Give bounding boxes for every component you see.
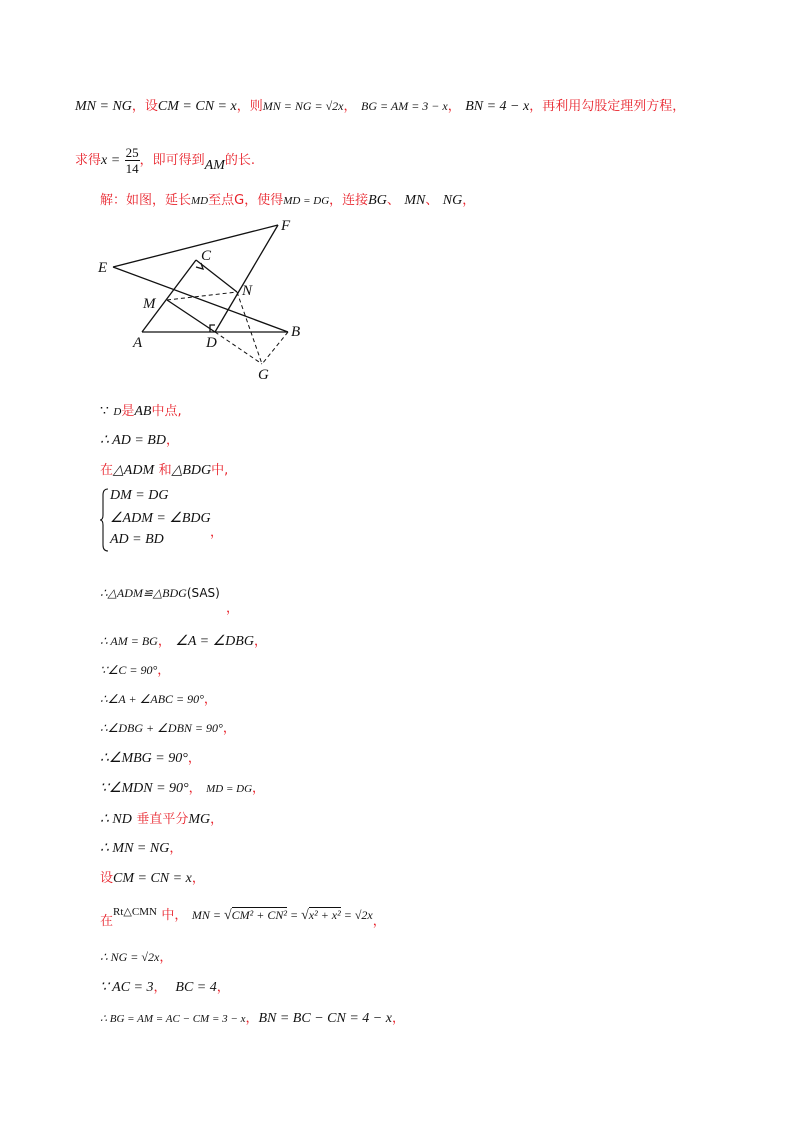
text: 在 <box>100 463 114 478</box>
math: CM = CN = x <box>157 99 237 114</box>
math: BG <box>368 193 387 208</box>
geometry-figure <box>95 215 315 385</box>
label-d: D <box>206 335 217 351</box>
text: ， <box>253 634 267 649</box>
label-g: G <box>258 367 269 383</box>
system-row-1: DM = DG <box>110 488 169 503</box>
text: ， <box>372 914 386 929</box>
step-10 <box>100 778 265 799</box>
text: ， <box>210 812 224 827</box>
text: ， <box>391 1011 405 1026</box>
left-brace <box>100 487 110 553</box>
step-6 <box>100 660 170 681</box>
math: ∴ NG = √2x <box>100 950 160 964</box>
fraction-numerator: 25 <box>125 144 139 160</box>
math-mn-ng: MN = NG <box>75 99 132 114</box>
text: ， <box>462 193 476 208</box>
text: ， <box>210 525 224 540</box>
math: ∴ MN = NG <box>100 841 170 856</box>
text: 至点 <box>208 193 235 208</box>
step-16 <box>100 977 230 998</box>
step-14: 在$^{Rt\triangle CMN}$ 中， MN = √CM² + CN² = √x² + x² = √2x， <box>100 906 386 929</box>
label-c: C <box>201 248 212 264</box>
math: MD = DG <box>283 195 330 207</box>
math: AM <box>204 158 225 173</box>
text: ， <box>187 751 201 766</box>
text: ， <box>153 980 167 995</box>
text: 的长. <box>224 153 256 168</box>
step-5 <box>100 631 267 652</box>
intro-line-1 <box>75 96 685 117</box>
system-row-2: ∠ADM = ∠BDG <box>110 511 211 526</box>
math: △BDG <box>171 463 212 478</box>
text: 、 <box>386 193 400 208</box>
math: ∴ AM = BG <box>100 634 158 648</box>
text: ，连接 <box>329 193 369 208</box>
sqrt-radicand: x² + x² <box>308 908 341 922</box>
math: x = <box>101 153 121 168</box>
sqrt-radicand: CM² + CN² <box>231 908 287 922</box>
math: △ADM <box>113 463 155 478</box>
text: ， <box>188 781 202 796</box>
label-a: A <box>133 335 143 351</box>
fraction-denominator: 14 <box>125 160 139 176</box>
text: ，使得 <box>244 193 284 208</box>
segment-ng-dashed <box>237 292 262 364</box>
text: ， <box>169 841 183 856</box>
label-n: N <box>242 283 253 299</box>
step-1 <box>100 401 182 422</box>
text: 垂直平分 <box>136 812 189 827</box>
label-m: M <box>143 296 156 312</box>
step-13 <box>100 868 205 889</box>
step-8 <box>100 718 236 739</box>
math: Rt△CMN <box>113 906 157 918</box>
text: (SAS) <box>186 586 220 600</box>
text: ， <box>222 721 236 736</box>
text: ，即可得到 <box>139 153 205 168</box>
math: BN = 4 − x <box>465 99 530 114</box>
math: MN = NG = √2x <box>262 99 344 113</box>
text: 中点, <box>151 404 182 419</box>
math: = <box>286 908 302 922</box>
step-3 <box>100 460 228 481</box>
math: ∠A = ∠DBG <box>175 634 254 649</box>
math: ∵ AC = 3 <box>100 980 154 995</box>
math: MD <box>191 195 209 207</box>
text: ， <box>191 871 205 886</box>
text: ， <box>226 601 240 616</box>
fraction <box>125 145 140 176</box>
text: 是 <box>121 404 135 419</box>
text: 设 <box>100 871 114 886</box>
equation-system <box>100 487 230 553</box>
segment-md <box>167 300 215 332</box>
text: ，设 <box>131 99 158 114</box>
text: ， <box>447 99 461 114</box>
math: D <box>113 406 122 418</box>
label-b: B <box>291 324 301 340</box>
math: MN = <box>191 908 224 922</box>
text: ，再利用勾股定理列方程， <box>529 99 686 114</box>
label-f: F <box>281 218 291 234</box>
math: ∴∠DBG + ∠DBN = 90° <box>100 721 223 735</box>
segment-mn-dashed <box>167 292 237 300</box>
solution-heading <box>100 190 475 211</box>
text: G <box>234 193 245 208</box>
text: ， <box>203 692 217 707</box>
text: ，则 <box>236 99 263 114</box>
math: ∴ ND <box>100 812 132 827</box>
math: MD = DG <box>206 783 253 795</box>
math: CM = CN = x <box>113 871 192 886</box>
math: ∴∠A + ∠ABC = 90° <box>100 692 204 706</box>
segment-dg-dashed <box>215 332 262 364</box>
math: = √2x <box>340 908 373 922</box>
step-4 <box>100 583 220 603</box>
segment-bg-dashed <box>262 332 288 364</box>
math: AB <box>134 404 152 419</box>
text: ， <box>159 950 173 965</box>
step-17 <box>100 1008 405 1029</box>
text: 求得 <box>75 153 102 168</box>
step-7 <box>100 689 217 710</box>
math: ∴△ADM≌△BDG <box>100 586 187 600</box>
text: 解：如图，延长 <box>100 193 192 208</box>
step-12 <box>100 838 182 859</box>
text: ， <box>157 634 171 649</box>
math: ∵∠MDN = 90° <box>100 781 189 796</box>
math: ∴ AD = BD <box>100 433 166 448</box>
text: ， <box>245 1011 259 1026</box>
math: MG <box>188 812 211 827</box>
step-9 <box>100 748 201 769</box>
text: ， <box>252 781 266 796</box>
math: MN <box>404 193 426 208</box>
step-11 <box>100 809 223 830</box>
text: ， <box>216 980 230 995</box>
intro-line-2 <box>75 143 255 178</box>
label-e: E <box>98 260 108 276</box>
math: ∵∠C = 90° <box>100 663 158 677</box>
math: BG = AM = 3 − x <box>360 99 448 113</box>
because-symbol: ∵ <box>100 404 109 419</box>
text: 、 <box>425 193 439 208</box>
math: BN = BC − CN = 4 − x <box>258 1011 392 1026</box>
step-15 <box>100 947 172 968</box>
text: 中， <box>161 908 188 923</box>
text: 和 <box>158 463 172 478</box>
text: ， <box>157 663 171 678</box>
math: ∴∠MBG = 90° <box>100 751 188 766</box>
text: 在 <box>100 914 114 929</box>
system-row-3: AD = BD <box>110 532 164 547</box>
text: ， <box>165 433 179 448</box>
text: 中, <box>211 463 229 478</box>
step-2 <box>100 430 179 451</box>
math: BC = 4 <box>175 980 217 995</box>
math: ∴ BG = AM = AC − CM = 3 − x <box>100 1013 246 1025</box>
text: ， <box>343 99 357 114</box>
math: NG <box>442 193 463 208</box>
